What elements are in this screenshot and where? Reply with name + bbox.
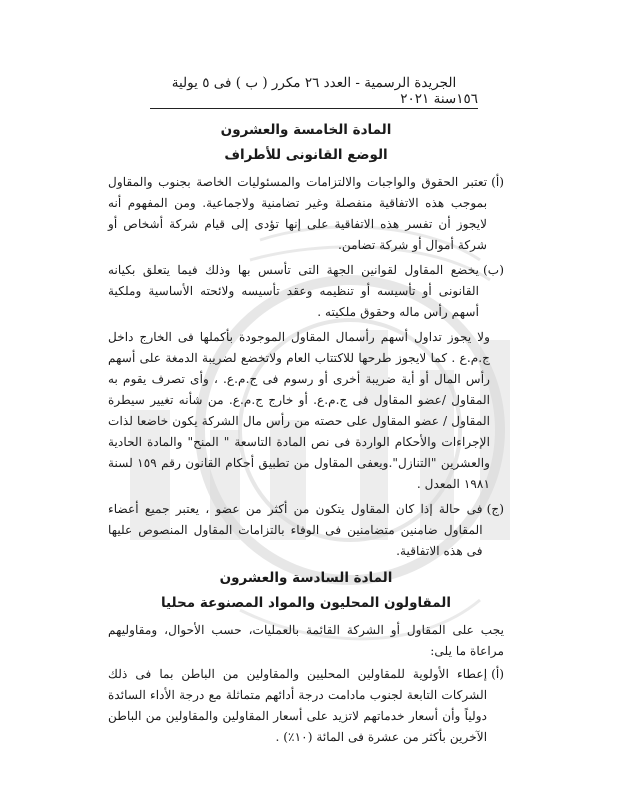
article-26-subtitle: المقاولون المحليون والمواد المصنوعة محليا [160, 595, 452, 611]
clause-marker: (أ) [491, 175, 504, 189]
article-25-clause-a [108, 172, 504, 256]
clause-text: يخضع المقاول لقوانين الجهة التى تأسس بها وذلك فيما يتعلق بكيانه القانونى أو تأسيسه أو تنظيمه وعقد تأسيسه ولائحته الأساسية وملكية أسهم رأس ماله وحقوق ملكيته . [108, 263, 480, 319]
header-divider [150, 108, 478, 109]
page-header [150, 75, 478, 107]
clause-marker: (ب) [483, 263, 504, 277]
article-25-paragraph: ولا يجوز تداول أسهم رأسمال المقاول الموجودة بأكملها فى الخارج داخل ج.م.ع . كما لايجوز طرحها للاكتتاب العام ولاتخضع لضريبة الدمغة على أسهم رأس المال أو أية ضريبة أخرى أو رسوم فى ج.م.ع. ، وأى تصرف يقوم به المقاول /عضو المقاول فى ج.م.ع. أو خارج ج.م.ع. من شأنه تغيير سيطرة المقاول / عضو المقاول على حصته من رأس مال الشركة يكون خاضعا لذات الإجراءات والأحكام الواردة فى نص المادة التاسعة " المنح" والمادة الحادية والعشرين "التنازل".ويعفى المقاول من تطبيق أحكام القانون رقم ١٥٩ لسنة ١٩٨١ المعدل . [108, 330, 491, 491]
article-26-title: المادة السادسة والعشرون [219, 570, 393, 586]
article-25-title: المادة الخامسة والعشرون [220, 122, 392, 138]
article-25-clause-c [108, 499, 504, 562]
article-26-intro: يجب على المقاول أو الشركة القائمة بالعمليات، حسب الأحوال، ومقاوليهم مراعاة ما يلى: [108, 623, 504, 658]
clause-marker: (ج) [486, 502, 504, 516]
clause-marker: (أ) [491, 667, 504, 681]
clause-text: تعتبر الحقوق والواجبات والالتزامات والمسئوليات الخاصة بجنوب والمقاول بموجب هذه الاتفاقية منفصلة وغير تضامنية ولاجماعية. ومن المفهوم أنه لايجوز أن تفسر هذه الاتفاقية على إنها تؤدى إلى قيام شركة أشخاص أو شركة أموال أو شركة تضامن. [108, 175, 488, 252]
page-number: ١٥٦ [456, 91, 478, 107]
article-25-clause-b [108, 260, 504, 323]
clause-text: فى حالة إذا كان المقاول يتكون من أكثر من عضو ، يعتبر جميع أعضاء المقاول ضامنين متضامنين فى الوفاء بالتزامات المقاول المنصوص عليها فى هذه الاتفاقية. [108, 502, 483, 558]
article-26-clause-a [108, 664, 504, 748]
clause-text: إعطاء الأولوية للمقاولين المحليين والمقاولين من الباطن بما فى ذلك الشركات التابعة لجنوب مادامت درجة أدائهم متماثلة مع درجة الأداء السائدة دولياً وأن أسعار خدماتهم لاتزيد على أسعار المقاولين والمقاولين من الباطن الآخرين بأكثر من عشرة فى المائة (١٠٪) . [108, 667, 488, 744]
article-25-subtitle: الوضع القانونى للأطراف [224, 147, 388, 163]
publication-line: الجريدة الرسمية - العدد ٢٦ مكرر ( ب ) فى ٥ يولية سنة ٢٠٢١ [171, 75, 457, 107]
document-body [108, 118, 504, 752]
